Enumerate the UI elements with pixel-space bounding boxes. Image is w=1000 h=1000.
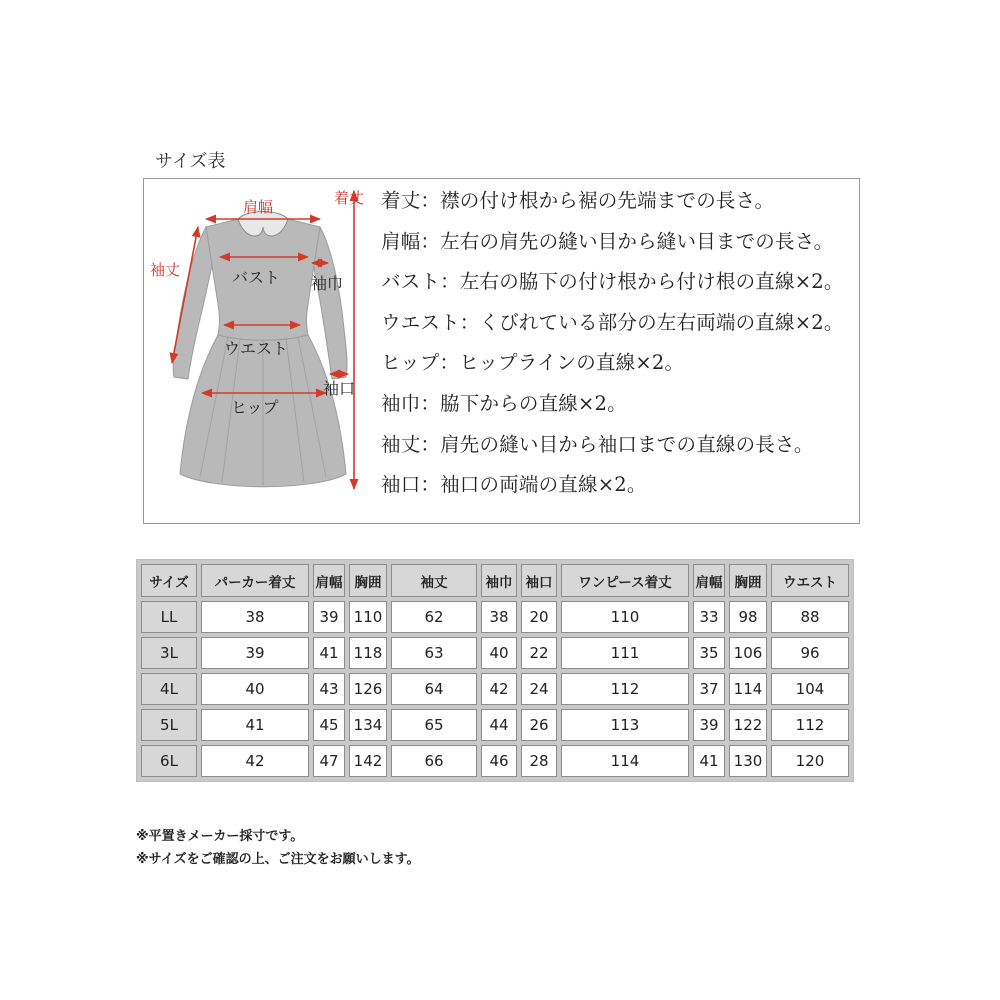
column-header: 胸囲: [729, 564, 767, 597]
table-cell: 40: [481, 637, 517, 669]
table-cell: 62: [391, 601, 477, 633]
note-line: ※サイズをご確認の上、ご注文をお願いします。: [136, 852, 420, 867]
column-header: 袖口: [521, 564, 557, 597]
column-header: パーカー着丈: [201, 564, 309, 597]
size-diagram-box: [143, 178, 860, 524]
table-cell: 130: [729, 745, 767, 777]
table-cell: 42: [481, 673, 517, 705]
column-header: 胸囲: [349, 564, 387, 597]
table-cell: 39: [201, 637, 309, 669]
table-cell: 88: [771, 601, 849, 633]
table-cell: 35: [693, 637, 725, 669]
table-cell: 106: [729, 637, 767, 669]
table-cell: 33: [693, 601, 725, 633]
definition-list: [381, 191, 844, 516]
table-row: [141, 637, 849, 669]
table-cell: 43: [313, 673, 345, 705]
table-row: [141, 709, 849, 741]
table-cell: 42: [201, 745, 309, 777]
label-bust: バスト: [232, 268, 281, 287]
notes: [136, 825, 420, 871]
table-cell: 28: [521, 745, 557, 777]
table-cell: 114: [561, 745, 689, 777]
column-header: サイズ: [141, 564, 197, 597]
definition-item: 袖巾：脇下からの直線×2。: [381, 391, 627, 415]
column-header: 肩幅: [693, 564, 725, 597]
table-cell: 44: [481, 709, 517, 741]
table-cell: 38: [481, 601, 517, 633]
table-cell: 111: [561, 637, 689, 669]
table-cell: 142: [349, 745, 387, 777]
table-cell: 118: [349, 637, 387, 669]
table-cell: 20: [521, 601, 557, 633]
table-cell: 112: [771, 709, 849, 741]
table-cell: 65: [391, 709, 477, 741]
table-cell: 64: [391, 673, 477, 705]
table-cell: 24: [521, 673, 557, 705]
size-cell: 5L: [141, 709, 197, 741]
table-cell: 122: [729, 709, 767, 741]
label-hip: ヒップ: [231, 398, 279, 417]
definition-item: ヒップ：ヒップラインの直線×2。: [381, 351, 685, 375]
table-cell: 126: [349, 673, 387, 705]
table-cell: 96: [771, 637, 849, 669]
column-header: ワンピース着丈: [561, 564, 689, 597]
definition-item: バスト：左右の脇下の付け根から付け根の直線×2。: [381, 270, 844, 294]
size-cell: 3L: [141, 637, 197, 669]
table-cell: 63: [391, 637, 477, 669]
table-cell: 45: [313, 709, 345, 741]
table-cell: 22: [521, 637, 557, 669]
size-cell: 6L: [141, 745, 197, 777]
size-table-container: [136, 559, 854, 782]
table-cell: 26: [521, 709, 557, 741]
size-cell: 4L: [141, 673, 197, 705]
table-cell: 134: [349, 709, 387, 741]
table-cell: 104: [771, 673, 849, 705]
table-cell: 110: [561, 601, 689, 633]
label-katahaba: 肩幅: [243, 198, 274, 216]
table-cell: 40: [201, 673, 309, 705]
table-cell: 46: [481, 745, 517, 777]
table-cell: 113: [561, 709, 689, 741]
label-sodehaba: 袖巾: [311, 274, 344, 293]
size-table: [136, 559, 854, 782]
table-row: [141, 745, 849, 777]
table-cell: 112: [561, 673, 689, 705]
table-cell: 66: [391, 745, 477, 777]
definition-item: 肩幅：左右の肩先の縫い目から縫い目までの長さ。: [381, 229, 834, 253]
size-cell: LL: [141, 601, 197, 633]
definition-item: ウエスト：くびれている部分の左右両端の直線×2。: [381, 310, 844, 334]
table-cell: 114: [729, 673, 767, 705]
page-title: サイズ表: [155, 151, 226, 172]
table-cell: 41: [693, 745, 725, 777]
table-cell: 37: [693, 673, 725, 705]
table-cell: 41: [201, 709, 309, 741]
column-header: 肩幅: [313, 564, 345, 597]
table-cell: 110: [349, 601, 387, 633]
table-cell: 47: [313, 745, 345, 777]
table-cell: 39: [693, 709, 725, 741]
definition-item: 袖丈：肩先の縫い目から袖口までの直線の長さ。: [381, 432, 814, 456]
label-waist: ウエスト: [224, 339, 289, 358]
definition-item: 着丈：襟の付け根から裾の先端までの長さ。: [381, 189, 775, 212]
table-cell: 39: [313, 601, 345, 633]
table-cell: 98: [729, 601, 767, 633]
table-row: [141, 673, 849, 705]
label-sodetake: 袖丈: [150, 261, 181, 279]
label-sodeguchi: 袖口: [323, 379, 356, 398]
definition-item: 袖口：袖口の両端の直線×2。: [381, 473, 647, 497]
table-cell: 120: [771, 745, 849, 777]
table-header-row: [141, 564, 849, 597]
column-header: 袖丈: [391, 564, 477, 597]
note-line: ※平置きメーカー採寸です。: [136, 829, 304, 844]
table-row: [141, 601, 849, 633]
column-header: 袖巾: [481, 564, 517, 597]
column-header: ウエスト: [771, 564, 849, 597]
table-cell: 41: [313, 637, 345, 669]
table-cell: 38: [201, 601, 309, 633]
label-kitake: 着丈: [334, 189, 365, 207]
